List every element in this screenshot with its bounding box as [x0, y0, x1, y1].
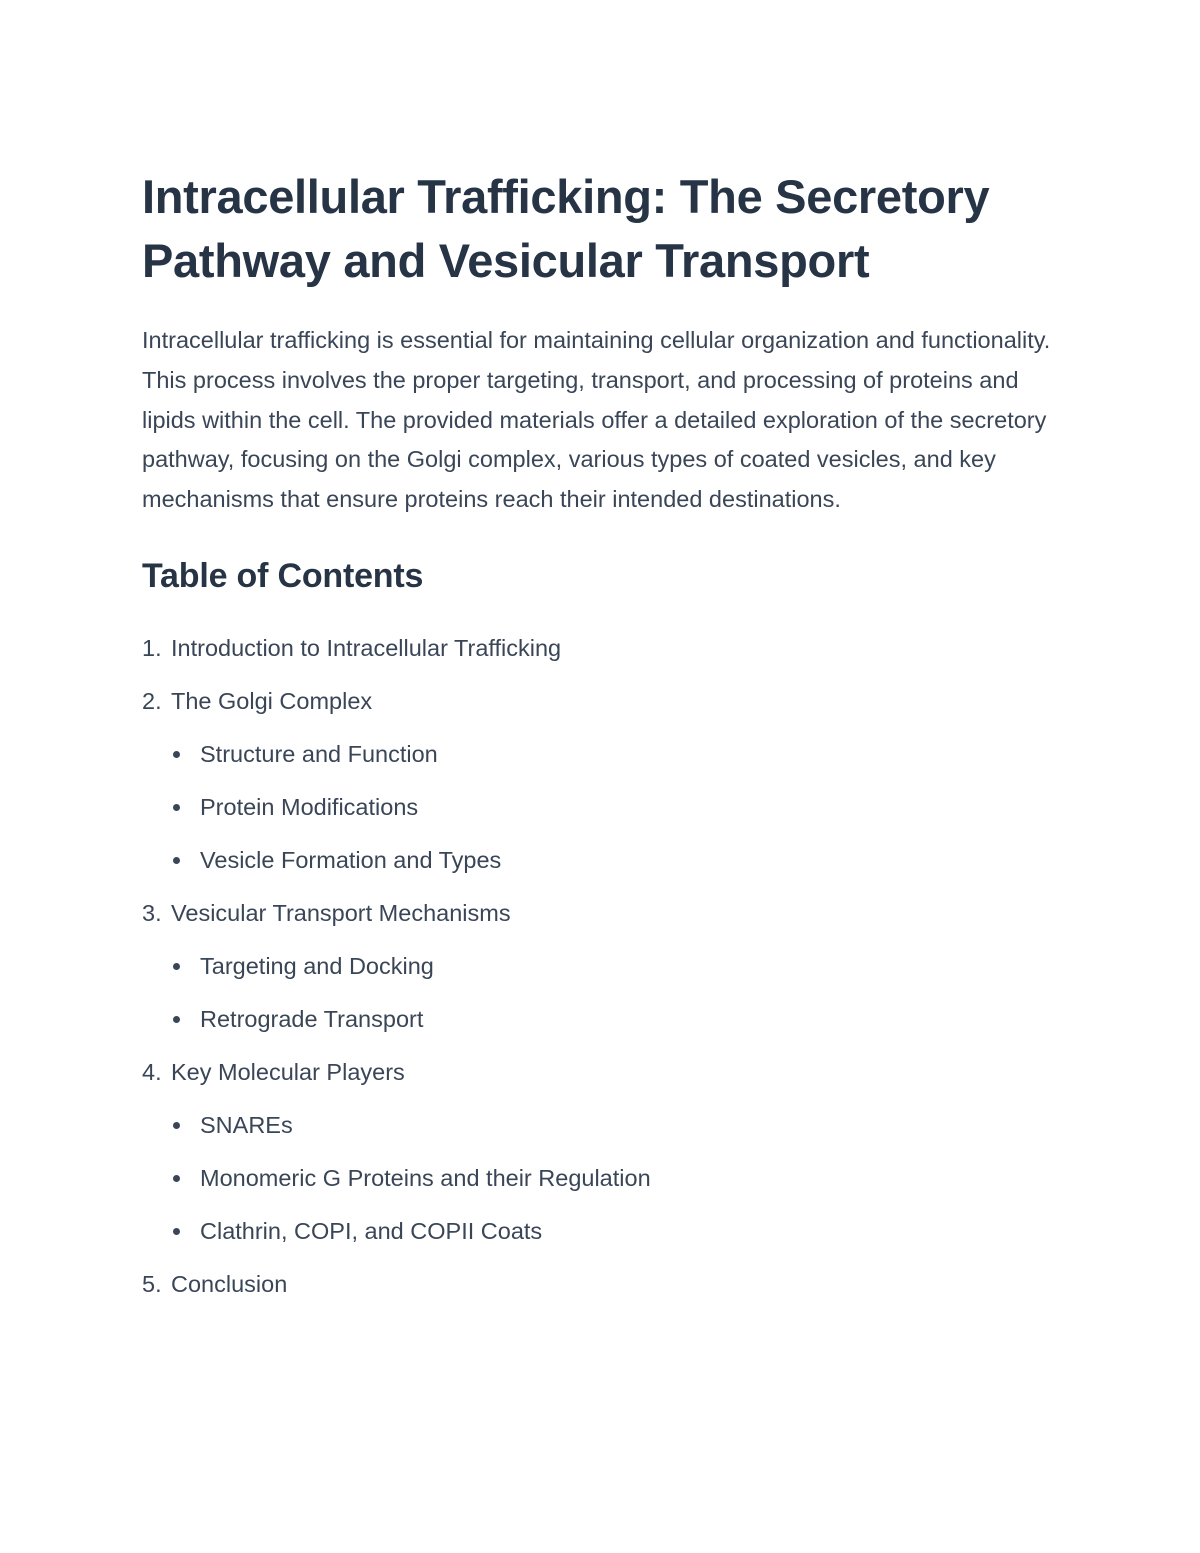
toc-entry	[142, 622, 1072, 675]
toc-subitem-label: Targeting and Docking	[200, 952, 434, 979]
toc-subitem[interactable]	[142, 781, 1072, 834]
toc-heading: Table of Contents	[142, 556, 424, 595]
toc-subitem[interactable]	[142, 940, 1072, 993]
toc-subitem[interactable]	[142, 993, 1072, 1046]
toc-item-number: 2.	[142, 687, 162, 714]
bullet-icon	[173, 857, 180, 864]
toc-sublist	[142, 728, 1072, 887]
bullet-icon	[173, 1228, 180, 1235]
toc-entry	[142, 887, 1072, 1046]
toc-entry	[142, 1046, 1072, 1258]
toc-subitem[interactable]	[142, 1205, 1072, 1258]
toc-item[interactable]	[142, 675, 1072, 728]
toc-item-number: 1.	[142, 634, 162, 661]
toc-item[interactable]	[142, 622, 1072, 675]
toc-item[interactable]	[142, 1046, 1072, 1099]
toc-sublist	[142, 940, 1072, 1046]
toc-item-label: Key Molecular Players	[171, 1058, 405, 1085]
page-title: Intracellular Trafficking: The Secretory Pathway and Vesicular Transport	[142, 170, 990, 287]
bullet-icon	[173, 1016, 180, 1023]
bullet-icon	[173, 963, 180, 970]
toc-entry	[142, 675, 1072, 887]
bullet-icon	[173, 1175, 180, 1182]
bullet-icon	[173, 1122, 180, 1129]
toc-item-label: Vesicular Transport Mechanisms	[171, 899, 511, 926]
toc-subitem[interactable]	[142, 1152, 1072, 1205]
toc-subitem-label: Monomeric G Proteins and their Regulation	[200, 1164, 651, 1191]
toc-subitem-label: Retrograde Transport	[200, 1005, 424, 1032]
toc-subitem[interactable]	[142, 1099, 1072, 1152]
toc-subitem-label: Structure and Function	[200, 740, 438, 767]
intro-paragraph: Intracellular trafficking is essential for maintaining cellular organization and functionality. This process involves the proper targeting, transport, and processing of proteins and lipids within the cell. The provided materials offer a detailed exploration of the secretory pathway, focusing on the Golgi complex, various types of coated vesicles, and key mechanisms that ensure proteins reach their intended destinations.	[142, 327, 1051, 513]
toc-item-label: Conclusion	[171, 1270, 288, 1297]
toc-subitem[interactable]	[142, 728, 1072, 781]
table-of-contents	[142, 622, 1072, 1311]
toc-item-number: 5.	[142, 1270, 162, 1297]
toc-item-label: The Golgi Complex	[171, 687, 373, 714]
toc-item-number: 3.	[142, 899, 162, 926]
toc-subitem-label: SNAREs	[200, 1111, 293, 1138]
toc-subitem-label: Vesicle Formation and Types	[200, 846, 502, 873]
bullet-icon	[173, 804, 180, 811]
toc-subitem[interactable]	[142, 834, 1072, 887]
toc-item-number: 4.	[142, 1058, 162, 1085]
toc-item-label: Introduction to Intracellular Trafficking	[171, 634, 562, 661]
bullet-icon	[173, 751, 180, 758]
toc-item[interactable]	[142, 887, 1072, 940]
toc-item[interactable]	[142, 1258, 1072, 1311]
toc-subitem-label: Protein Modifications	[200, 793, 419, 820]
toc-sublist	[142, 1099, 1072, 1258]
document-content	[142, 165, 1072, 1311]
toc-entry	[142, 1258, 1072, 1311]
toc-subitem-label: Clathrin, COPI, and COPII Coats	[200, 1217, 543, 1244]
